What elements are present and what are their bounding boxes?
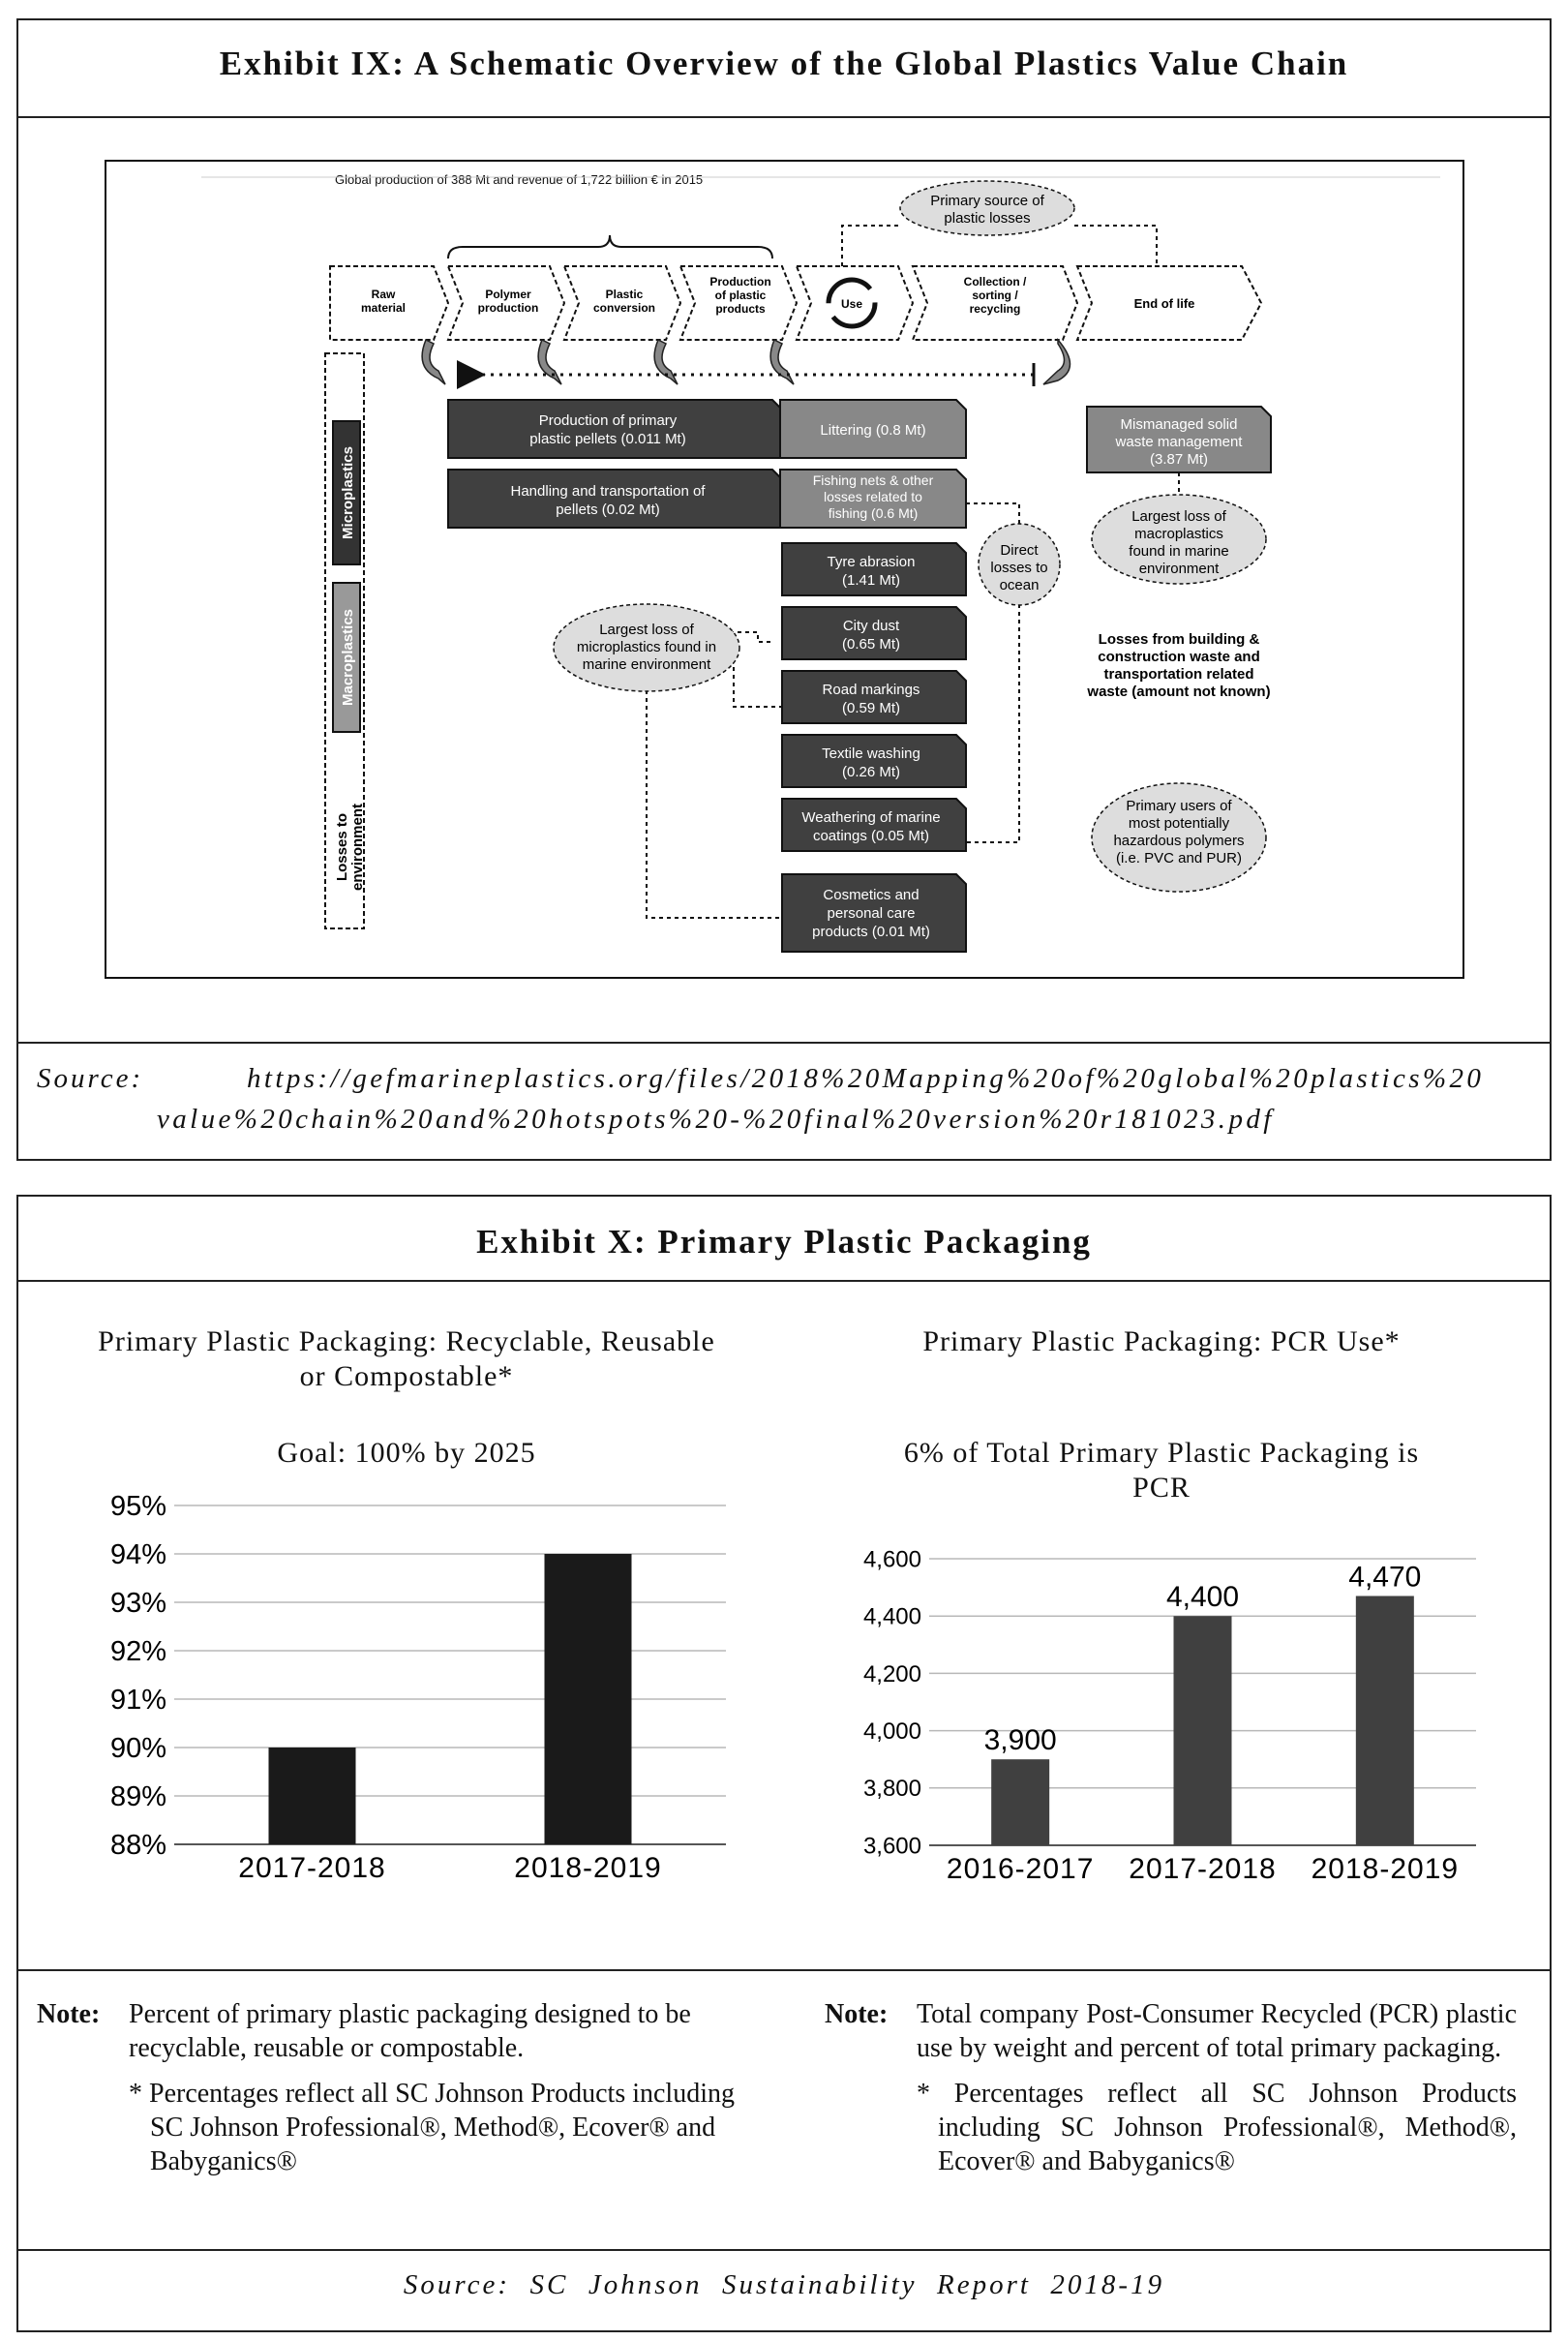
source-url-line-2[interactable]: value%20chain%20and%20hotspots%20-%20final%20version%20r181023.pdf	[157, 1104, 1275, 1135]
divider	[16, 1969, 1552, 1971]
svg-text:Road markings: Road markings	[822, 682, 920, 698]
svg-text:Handling and transportation of: Handling and transportation of	[510, 483, 706, 500]
chart-1-title: Primary Plastic Packaging: Recyclable, Reusable or Compostable*	[98, 1325, 715, 1392]
chart-2-subtitle: 6% of Total Primary Plastic Packaging is PCR	[903, 1437, 1420, 1504]
svg-text:products (0.01 Mt): products (0.01 Mt)	[812, 924, 930, 940]
exhibit-x-title: Exhibit X: Primary Plastic Packaging	[476, 1223, 1092, 1261]
loss-box-cosmetics	[782, 874, 966, 952]
exhibit-x-source: Source: SC Johnson Sustainability Report 2018-19	[403, 2269, 1165, 2300]
side-label-microplastics	[333, 421, 360, 564]
data-label: 3,900	[983, 1724, 1057, 1757]
bar-2017-2018	[1174, 1616, 1232, 1845]
divider	[16, 116, 1552, 118]
stage-plastic-conversion	[564, 266, 680, 340]
stage-polymer-production	[448, 266, 564, 340]
x-tick-label: 2017-2018	[1129, 1853, 1277, 1885]
stage-production-of-plastic-products	[680, 266, 797, 340]
svg-text:microplastics found in: microplastics found in	[576, 639, 717, 655]
svg-text:(0.65 Mt): (0.65 Mt)	[841, 636, 901, 653]
loss-box-pellet-production	[448, 400, 782, 458]
bar-2018-2019	[545, 1554, 632, 1844]
bar-2017-2018	[269, 1748, 356, 1844]
left-note-text: Percent of primary plastic packaging designed to be recyclable, reusable or compostable.	[129, 1999, 691, 2063]
side-label-macroplastics	[333, 583, 360, 732]
svg-text:environment: environment	[1138, 561, 1220, 577]
loss-box-fishing-nets	[780, 470, 966, 528]
construction-waste-note	[1086, 631, 1270, 700]
y-tick-label: 3,800	[862, 1776, 921, 1803]
svg-text:End of life: End of life	[1133, 296, 1195, 311]
bar-2016-2017	[991, 1759, 1049, 1845]
svg-text:plastic losses: plastic losses	[944, 210, 1031, 227]
svg-text:Polymer: Polymer	[485, 288, 531, 301]
svg-text:Littering (0.8 Mt): Littering (0.8 Mt)	[820, 422, 926, 439]
svg-text:waste (amount not known): waste (amount not known)	[1087, 684, 1271, 700]
y-tick-label: 94%	[109, 1539, 166, 1571]
svg-text:Direct: Direct	[1000, 542, 1039, 559]
source-label: Source:	[37, 1063, 144, 1094]
svg-text:Production: Production	[709, 275, 771, 289]
svg-text:Largest loss of: Largest loss of	[599, 622, 694, 638]
svg-text:waste management: waste management	[1115, 434, 1243, 450]
svg-text:fishing (0.6 Mt): fishing (0.6 Mt)	[828, 505, 919, 521]
y-tick-label: 88%	[109, 1830, 166, 1862]
svg-text:(1.41 Mt): (1.41 Mt)	[841, 572, 901, 589]
value-chain-diagram	[105, 160, 1464, 979]
svg-text:recycling: recycling	[969, 302, 1021, 316]
svg-text:conversion: conversion	[592, 301, 656, 315]
svg-text:marine environment: marine environment	[582, 656, 711, 673]
svg-text:Production of primary: Production of primary	[538, 412, 678, 429]
y-tick-label: 4,600	[862, 1546, 921, 1573]
svg-text:City dust: City dust	[842, 618, 900, 634]
loss-box-pellet-handling	[448, 470, 782, 528]
svg-text:Plastic: Plastic	[605, 288, 644, 301]
y-tick-label: 91%	[109, 1685, 166, 1717]
loss-box-mismanaged-waste	[1087, 407, 1271, 472]
svg-text:Primary users of: Primary users of	[1126, 798, 1232, 814]
divider	[16, 1042, 1552, 1044]
svg-text:(3.87 Mt): (3.87 Mt)	[1149, 451, 1209, 468]
x-tick-label: 2016-2017	[946, 1853, 1095, 1885]
svg-text:of plastic: of plastic	[714, 289, 767, 302]
data-label: 4,400	[1165, 1581, 1240, 1614]
stage-collection-sorting-recycling	[913, 266, 1077, 340]
svg-text:products: products	[715, 302, 766, 316]
svg-text:ocean: ocean	[999, 577, 1040, 593]
svg-text:losses to: losses to	[990, 560, 1048, 576]
svg-text:construction waste and: construction waste and	[1098, 649, 1260, 665]
y-tick-label: 89%	[109, 1781, 166, 1813]
y-tick-label: 3,600	[862, 1833, 921, 1860]
svg-text:macroplastics: macroplastics	[1134, 526, 1223, 542]
svg-text:Losses to: Losses to	[334, 812, 350, 882]
svg-text:(0.59 Mt): (0.59 Mt)	[841, 700, 901, 716]
data-label: 4,470	[1348, 1561, 1422, 1594]
loss-box-littering	[780, 400, 966, 458]
loss-box-tyre-abrasion	[782, 543, 966, 595]
x-tick-label: 2018-2019	[1311, 1853, 1460, 1885]
svg-text:Losses from building &: Losses from building &	[1098, 631, 1260, 648]
svg-text:Cosmetics and: Cosmetics and	[823, 887, 920, 903]
bar-2018-2019	[1356, 1596, 1414, 1845]
svg-text:Use: Use	[840, 297, 863, 311]
y-tick-label: 95%	[109, 1491, 166, 1523]
y-tick-label: 4,000	[862, 1718, 921, 1745]
diagram-header: Global production of 388 Mt and revenue of 1,722 billion € in 2015	[335, 172, 704, 187]
source-url-line-1[interactable]: https://gefmarineplastics.org/files/2018%20Mapping%20of%20global%20plastics%20	[247, 1063, 1485, 1094]
svg-text:Fishing nets & other: Fishing nets & other	[812, 472, 934, 488]
loss-box-road-markings	[782, 671, 966, 723]
svg-text:Textile washing: Textile washing	[822, 745, 920, 762]
svg-text:pellets (0.02 Mt): pellets (0.02 Mt)	[556, 502, 660, 518]
loss-box-city-dust	[782, 607, 966, 659]
svg-text:Raw: Raw	[371, 288, 396, 301]
divider	[16, 1280, 1552, 1282]
x-tick-label: 2018-2019	[514, 1852, 662, 1884]
svg-text:sorting /: sorting /	[972, 289, 1018, 302]
callout-hazardous-polymers	[1092, 783, 1266, 892]
svg-text:Collection /: Collection /	[963, 275, 1027, 289]
svg-text:Microplastics: Microplastics	[340, 446, 356, 539]
right-note	[825, 1997, 1517, 2178]
y-tick-label: 92%	[109, 1636, 166, 1668]
left-footnote: * Percentages reflect all SC Johnson Products including SC Johnson Professional®, Method®, Ecover® and Babyganics®	[129, 2079, 735, 2176]
divider	[16, 2249, 1552, 2251]
svg-text:production: production	[477, 301, 539, 315]
y-tick-label: 93%	[109, 1588, 166, 1620]
svg-text:Tyre abrasion: Tyre abrasion	[827, 554, 916, 570]
svg-text:Largest loss of: Largest loss of	[1131, 508, 1226, 525]
svg-text:hazardous polymers: hazardous polymers	[1113, 833, 1245, 849]
left-note	[37, 1997, 772, 2178]
right-note-label: Note:	[825, 1999, 889, 2029]
exhibit-ix-title: Exhibit IX: A Schematic Overview of the Global Plastics Value Chain	[219, 45, 1349, 82]
loss-box-marine-coatings	[782, 799, 966, 851]
svg-text:environment: environment	[349, 803, 366, 892]
stage-raw-material	[330, 266, 448, 340]
svg-text:coatings (0.05 Mt): coatings (0.05 Mt)	[812, 828, 930, 844]
y-tick-label: 4,400	[862, 1603, 921, 1630]
right-note-text: Total company Post-Consumer Recycled (PCR) plastic use by weight and percent of total primary packaging.	[917, 1999, 1517, 2063]
x-tick-label: 2017-2018	[238, 1852, 386, 1884]
svg-text:personal care: personal care	[827, 905, 916, 922]
y-tick-label: 4,200	[862, 1660, 921, 1687]
stage-use	[797, 266, 913, 340]
chart-2-plot	[832, 1530, 1510, 1888]
stage-end-of-life	[1077, 266, 1261, 340]
svg-text:(i.e. PVC and PUR): (i.e. PVC and PUR)	[1115, 850, 1243, 866]
right-footnote: * Percentages reflect all SC Johnson Products including SC Johnson Professional®, Method®, Ecover® and Babyganics®	[917, 2079, 1517, 2176]
svg-text:Primary source of: Primary source of	[930, 193, 1044, 209]
svg-text:most potentially: most potentially	[1128, 815, 1230, 832]
svg-text:transportation related: transportation related	[1103, 666, 1254, 683]
y-tick-label: 90%	[109, 1733, 166, 1765]
svg-text:losses related to: losses related to	[824, 489, 922, 504]
svg-text:plastic pellets (0.011 Mt): plastic pellets (0.011 Mt)	[529, 431, 686, 447]
loss-box-textile-washing	[782, 735, 966, 787]
svg-text:Mismanaged solid: Mismanaged solid	[1120, 416, 1238, 433]
svg-text:found in marine: found in marine	[1129, 543, 1229, 560]
svg-text:Weathering of marine: Weathering of marine	[801, 809, 941, 826]
chart-2-title: Primary Plastic Packaging: PCR Use*	[922, 1325, 1401, 1357]
chart-1-plot	[58, 1481, 755, 1888]
chart-1-subtitle: Goal: 100% by 2025	[277, 1437, 536, 1469]
left-note-label: Note:	[37, 1999, 101, 2029]
svg-text:material: material	[360, 301, 407, 315]
svg-text:Macroplastics: Macroplastics	[340, 608, 356, 707]
svg-text:(0.26 Mt): (0.26 Mt)	[841, 764, 901, 780]
